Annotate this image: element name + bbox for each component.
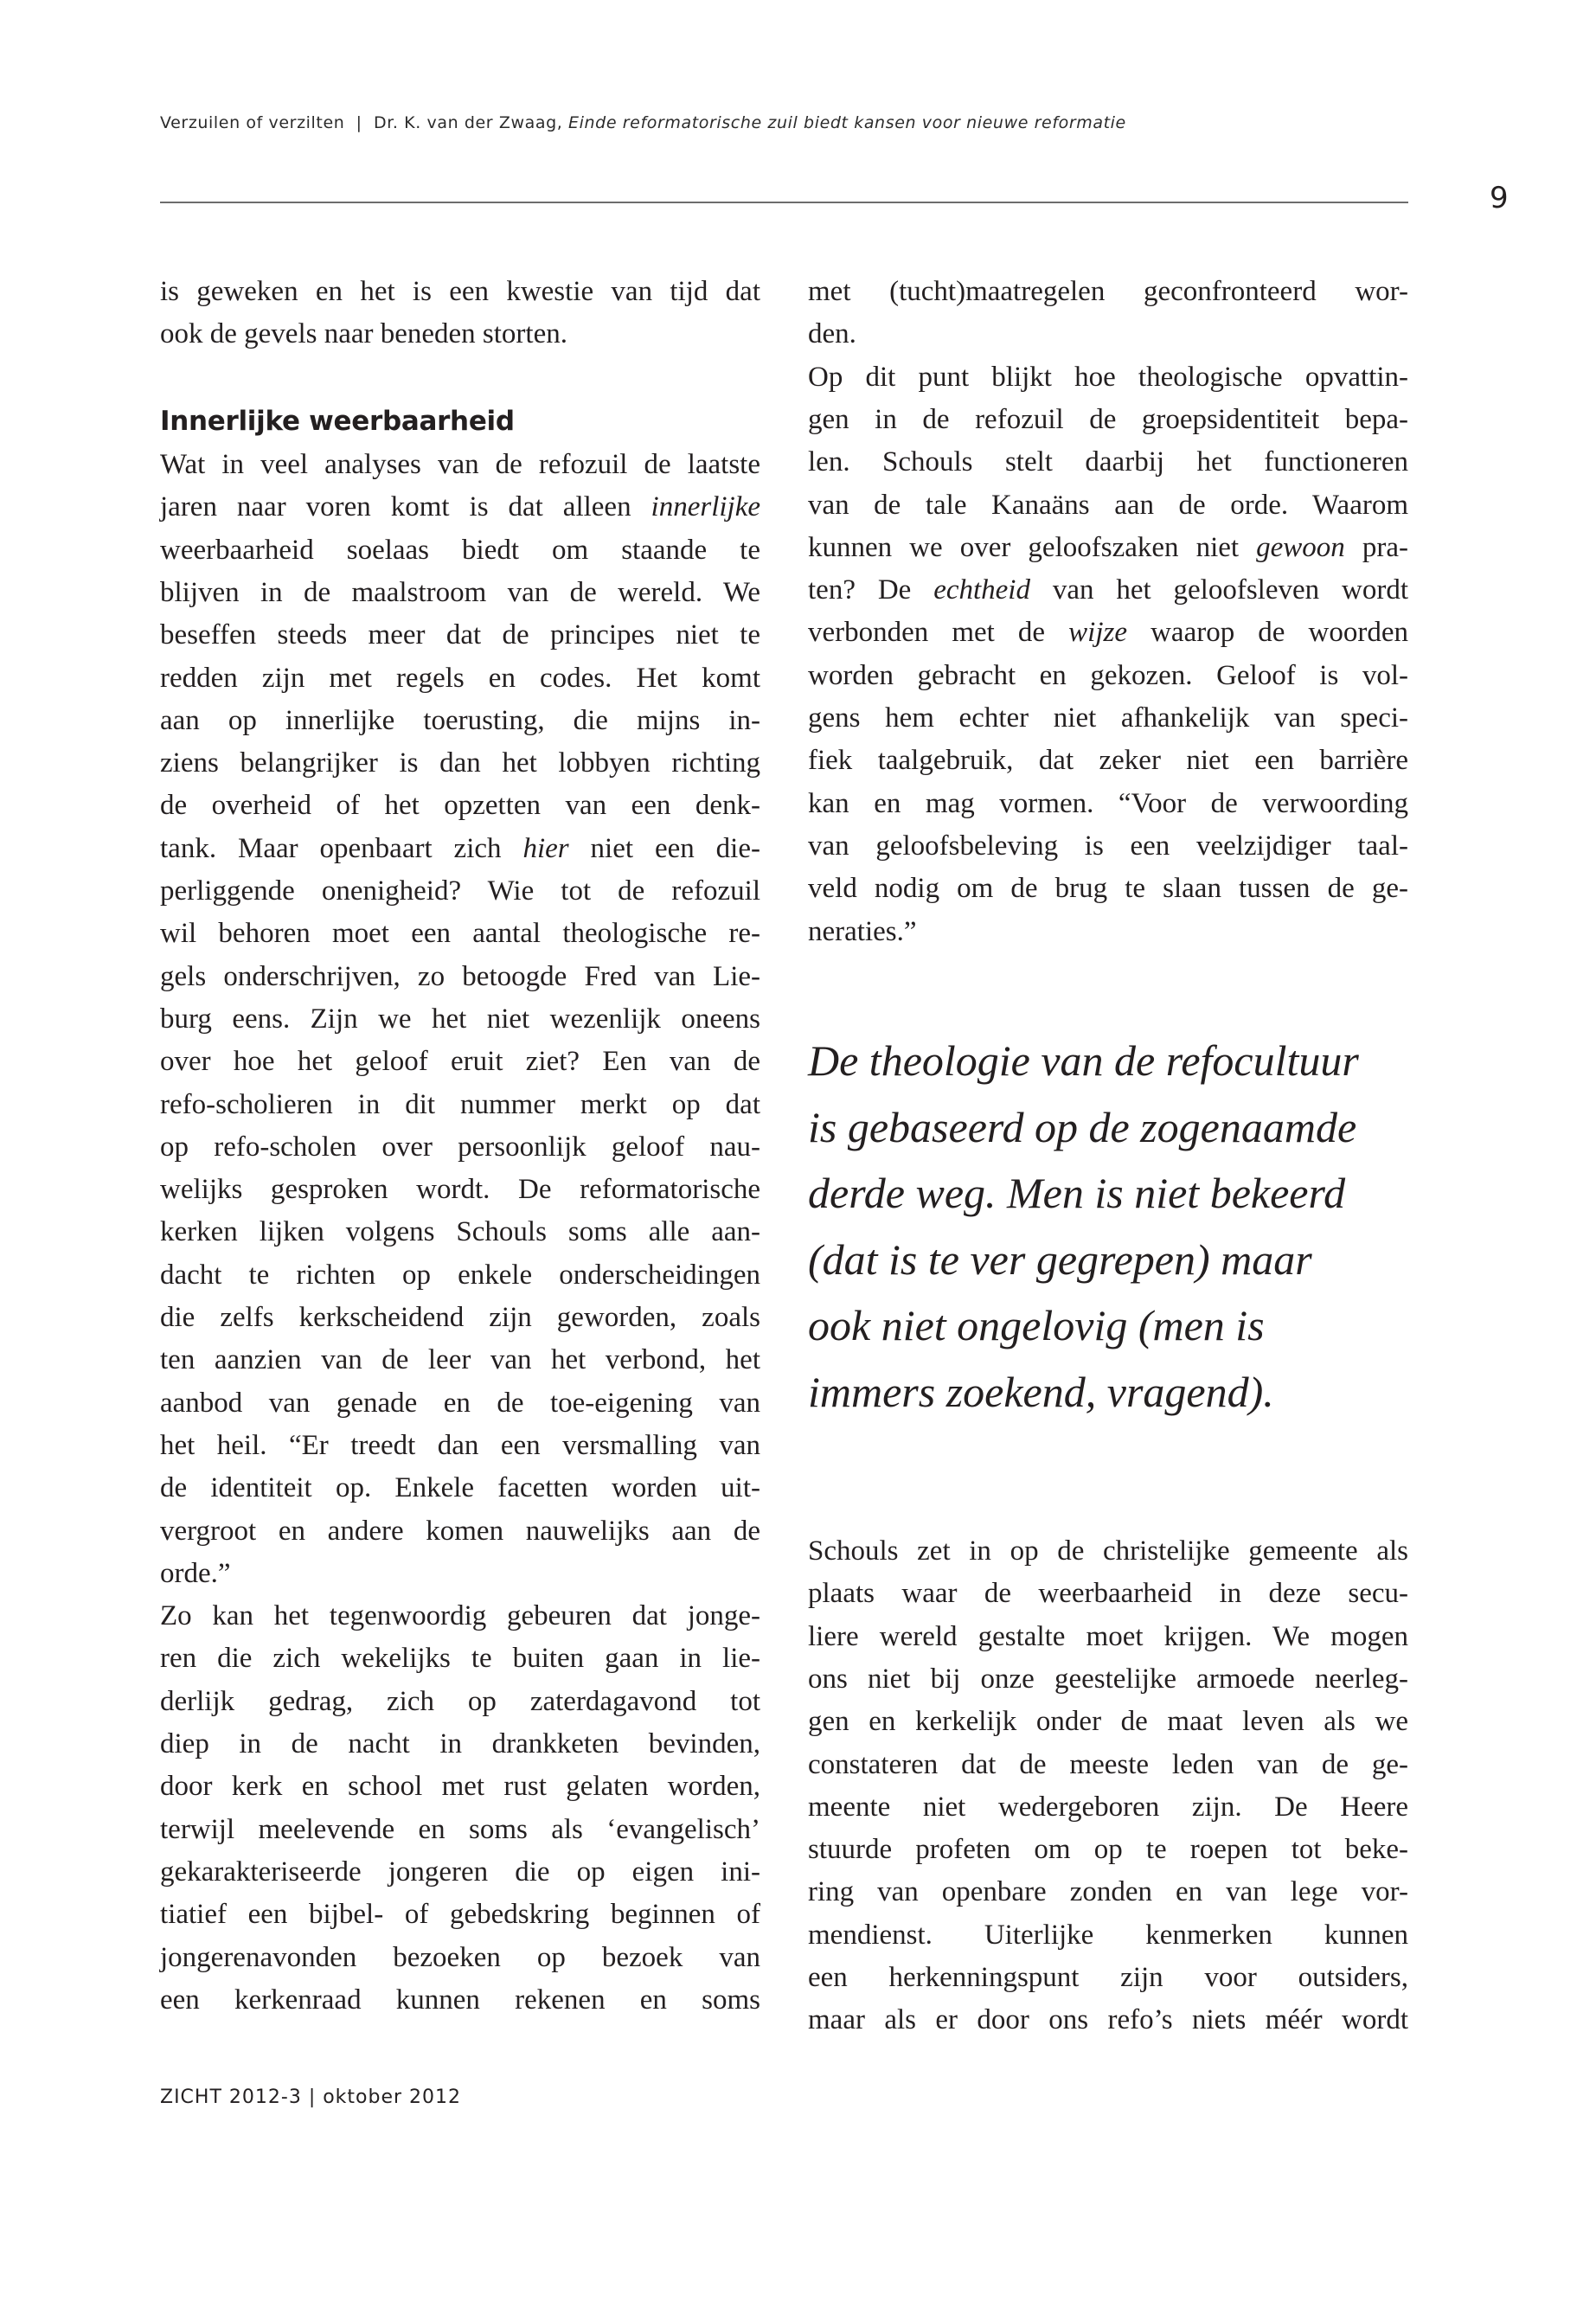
section-heading: Innerlijke weerbaarheid: [160, 406, 515, 437]
text-line: liere wereld gestalte moet krijgen. We mogen: [808, 1620, 1408, 1652]
text-line: die zelfs kerkscheidend zijn geworden, zoals: [160, 1302, 760, 1333]
text-line: ons niet bij onze geestelijke armoede neerleg-: [808, 1663, 1408, 1695]
pull-quote-line: ook niet ongelovig (men is: [808, 1301, 1265, 1349]
header-author: Dr. K. van der Zwaag,: [373, 113, 563, 132]
pull-quote-line: derde weg. Men is niet bekeerd: [808, 1169, 1346, 1217]
text-line: dacht te richten op enkele onderscheidingen: [160, 1259, 760, 1291]
text-line: de overheid of het opzetten van een denk-: [160, 790, 760, 822]
text-line: een kerkenraad kunnen rekenen en soms: [160, 1984, 760, 2016]
text-line: ren die zich wekelijks te buiten gaan in lie-: [160, 1643, 760, 1675]
text-line: neraties.”: [808, 915, 917, 947]
text-line: terwijl meelevende en soms als ‘evangelisch’: [160, 1813, 760, 1845]
text-line: jongerenavonden bezoeken op bezoek van: [160, 1941, 760, 1973]
text-line: aan op innerlijke toerusting, die mijns in-: [160, 704, 760, 736]
text-line: Zo kan het tegenwoordig gebeuren dat jonge-: [160, 1600, 760, 1632]
text-line: Schouls zet in op de christelijke gemeente als: [808, 1535, 1408, 1567]
text-line: weerbaarheid soelaas biedt om staande te: [160, 534, 760, 566]
text-line: worden gebracht en gekozen. Geloof is vol-: [808, 659, 1408, 691]
text-line: het heil. “Er treedt dan een versmalling van: [160, 1429, 760, 1461]
text-line: ook de gevels naar beneden storten.: [160, 318, 567, 350]
text-line: de identiteit op. Enkele facetten worden uit-: [160, 1472, 760, 1504]
text-line: Op dit punt blijkt hoe theologische opvattin-: [808, 361, 1408, 393]
text-line: refo-scholieren in dit nummer merkt op dat: [160, 1088, 760, 1120]
text-line: gekarakteriseerde jongeren die op eigen ini-: [160, 1856, 760, 1888]
text-line: ten aanzien van de leer van het verbond, het: [160, 1344, 760, 1376]
page-number: 9: [1490, 181, 1509, 215]
text-line: gen en kerkelijk onder de maat leven als we: [808, 1706, 1408, 1738]
text-line: kan en mag vormen. “Voor de verwoording: [808, 787, 1408, 819]
footer-issue-info: ZICHT 2012-3 | oktober 2012: [160, 2086, 462, 2108]
emphasis-text: wijze: [1068, 617, 1128, 649]
text-line: redden zijn met regels en codes. Het komt: [160, 662, 760, 694]
text-line: constateren dat de meeste leden van de ge-: [808, 1748, 1408, 1780]
emphasis-text: gewoon: [1256, 531, 1345, 563]
running-header: [160, 112, 1126, 133]
text-line: diep in de nacht in drankketen bevinden,: [160, 1728, 760, 1759]
text-line: van de tale Kanaäns aan de orde. Waarom: [808, 489, 1408, 521]
emphasis-text: innerlijke: [651, 491, 760, 523]
text-line: verbonden met de wijze waarop de woorden: [808, 617, 1408, 649]
text-line: burg eens. Zijn we het niet wezenlijk oneens: [160, 1003, 760, 1035]
pull-quote-line: is gebaseerd op de zogenaamde: [808, 1102, 1357, 1151]
text-line: fiek taalgebruik, dat zeker niet een barrière: [808, 745, 1408, 777]
text-line: mendienst. Uiterlijke kenmerken kunnen: [808, 1919, 1408, 1951]
text-line: gels onderschrijven, zo betoogde Fred van Lie-: [160, 960, 760, 992]
text-line: stuurde profeten om op te roepen tot beke-: [808, 1834, 1408, 1866]
text-line: vergroot en andere komen nauwelijks aan de: [160, 1515, 760, 1547]
header-rule: [160, 202, 1408, 203]
text-line: aanbod van genade en de toe-eigening van: [160, 1387, 760, 1419]
pull-quote-line: (dat is te ver gegrepen) maar: [808, 1234, 1312, 1284]
text-line: maar als er door ons refo’s niets méér wordt: [808, 2004, 1408, 2036]
text-line: derlijk gedrag, zich op zaterdagavond tot: [160, 1685, 760, 1717]
text-line: tiatief een bijbel- of gebedskring beginnen of: [160, 1899, 760, 1931]
text-line: door kerk en school met rust gelaten worden,: [160, 1771, 760, 1803]
text-line: kunnen we over geloofszaken niet gewoon pra-: [808, 531, 1408, 563]
text-line: gen in de refozuil de groepsidentiteit bepa-: [808, 403, 1408, 435]
pull-quote-line: immers zoekend, vragend).: [808, 1367, 1274, 1416]
text-line: ring van openbare zonden en van lege vor-: [808, 1876, 1408, 1908]
text-line: veld nodig om de brug te slaan tussen de ge-: [808, 873, 1408, 905]
text-line: plaats waar de weerbaarheid in deze secu-: [808, 1578, 1408, 1610]
text-line: gens hem echter niet afhankelijk van speci-: [808, 702, 1408, 734]
text-line: Wat in veel analyses van de refozuil de laatste: [160, 449, 760, 480]
text-line: blijven in de maalstroom van de wereld. We: [160, 576, 760, 608]
text-line: over hoe het geloof eruit ziet? Een van de: [160, 1046, 760, 1078]
text-line: met (tucht)maatregelen geconfronteerd wor-: [808, 276, 1408, 307]
text-line: op refo-scholen over persoonlijk geloof nau-: [160, 1131, 760, 1163]
text-line: len. Schouls stelt daarbij het functioneren: [808, 446, 1408, 478]
emphasis-text: hier: [522, 832, 569, 864]
text-line: ziens belangrijker is dan het lobbyen richting: [160, 747, 760, 779]
header-section: Verzuilen of verzilten: [160, 113, 345, 132]
text-line: van geloofsbeleving is een veelzijdiger taal-: [808, 830, 1408, 862]
text-line: ten? De echtheid van het geloofsleven wordt: [808, 574, 1408, 606]
text-line: perliggende onenigheid? Wie tot de refozuil: [160, 875, 760, 907]
header-separator: |: [356, 113, 362, 132]
text-line: een herkenningspunt zijn voor outsiders,: [808, 1962, 1408, 1993]
pull-quote-line: De theologie van de refocultuur: [808, 1036, 1359, 1085]
text-line: beseffen steeds meer dat de principes niet te: [160, 619, 760, 651]
text-line: welijks gesproken wordt. De reformatorische: [160, 1174, 760, 1206]
text-line: den.: [808, 318, 856, 350]
text-line: is geweken en het is een kwestie van tijd dat: [160, 276, 760, 307]
text-line: kerken lijken volgens Schouls soms alle aan-: [160, 1216, 760, 1248]
emphasis-text: echtheid: [933, 574, 1030, 606]
text-line: meente niet wedergeboren zijn. De Heere: [808, 1791, 1408, 1823]
header-article-title: Einde reformatorische zuil biedt kansen voor nieuwe reformatie: [568, 113, 1126, 132]
text-line: jaren naar voren komt is dat alleen innerlijke: [160, 491, 760, 523]
text-line: orde.”: [160, 1557, 231, 1589]
text-line: wil behoren moet een aantal theologische re-: [160, 918, 760, 950]
text-line: tank. Maar openbaart zich hier niet een die-: [160, 832, 760, 864]
